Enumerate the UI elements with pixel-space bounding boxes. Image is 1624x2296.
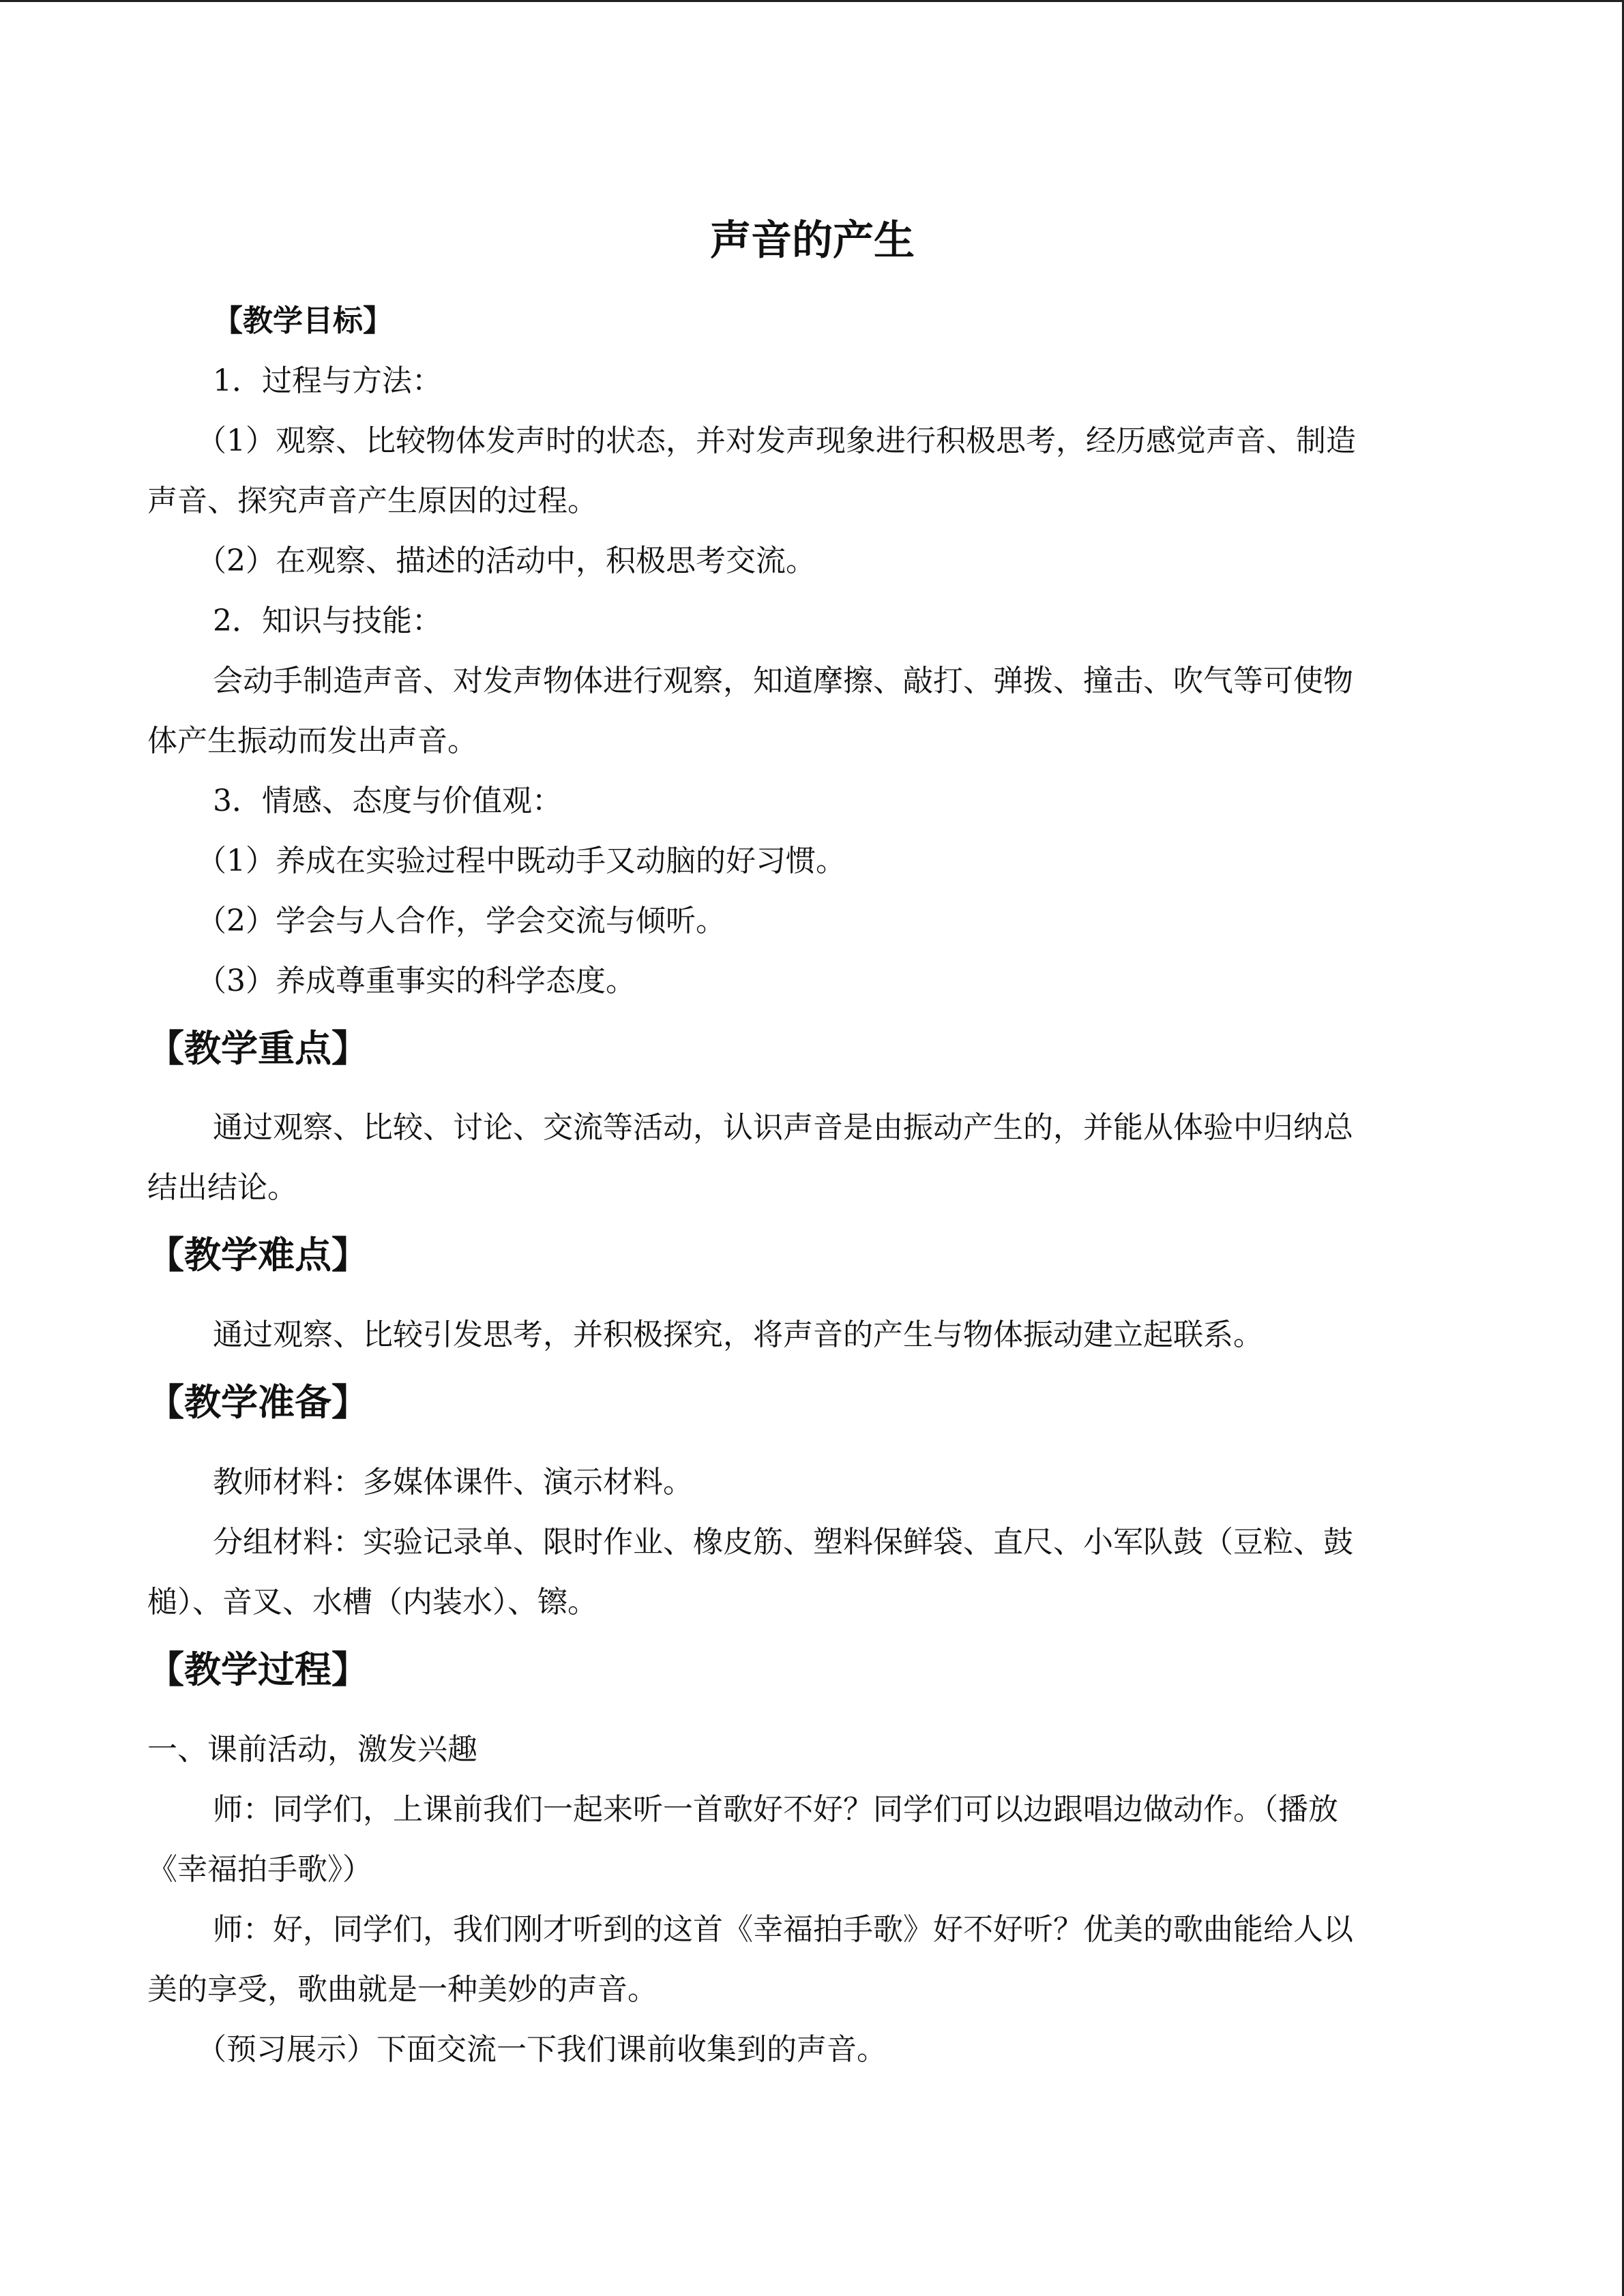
- process-part1-heading: 一、课前活动，激发兴趣: [147, 1732, 477, 1767]
- preparation-group-line1: 分组材料：实验记录单、限时作业、橡皮筋、塑料保鲜袋、直尺、小军队鼓（豆粒、鼓: [213, 1525, 1353, 1560]
- document-title: 声音的产生: [710, 217, 915, 265]
- objectives-s2-p1-line2: 体产生振动而发出声音。: [147, 724, 477, 758]
- preparation-group-line2: 槌）、音叉、水槽（内装水）、镲。: [147, 1585, 597, 1620]
- difficulties-heading: 【教学难点】: [147, 1233, 368, 1277]
- process-p1-line2: 《幸福拍手歌》）: [147, 1852, 372, 1887]
- objectives-heading: 【教学目标】: [213, 303, 393, 338]
- objectives-s1-p2: （2）在观察、描述的活动中，积极思考交流。: [196, 543, 816, 578]
- preparation-teacher: 教师材料：多媒体课件、演示材料。: [213, 1465, 693, 1500]
- key-points-line2: 结出结论。: [147, 1170, 297, 1205]
- objectives-s3-heading: 3．情感、态度与价值观：: [213, 784, 562, 818]
- objectives-s1-heading: 1．过程与方法：: [213, 363, 442, 398]
- process-p2-line1: 师：好，同学们，我们刚才听到的这首《幸福拍手歌》好不好听？优美的歌曲能给人以: [213, 1912, 1353, 1947]
- difficulties-line1: 通过观察、比较引发思考，并积极探究，将声音的产生与物体振动建立起联系。: [213, 1317, 1263, 1352]
- objectives-s3-p3: （3）养成尊重事实的科学态度。: [196, 964, 636, 998]
- objectives-s3-p2: （2）学会与人合作，学会交流与倾听。: [196, 904, 726, 938]
- objectives-s2-p1-line1: 会动手制造声音、对发声物体进行观察，知道摩擦、敲打、弹拨、撞击、吹气等可使物: [213, 664, 1353, 698]
- objectives-s1-p1-line2: 声音、探究声音产生原因的过程。: [147, 483, 597, 518]
- process-p3: （预习展示）下面交流一下我们课前收集到的声音。: [196, 2032, 887, 2067]
- key-points-line1: 通过观察、比较、讨论、交流等活动，认识声音是由振动产生的，并能从体验中归纳总: [213, 1110, 1353, 1145]
- process-p2-line2: 美的享受，歌曲就是一种美妙的声音。: [147, 1972, 658, 2007]
- process-p1-line1: 师：同学们，上课前我们一起来听一首歌好不好？同学们可以边跟唱边做动作。（播放: [213, 1792, 1338, 1827]
- key-points-heading: 【教学重点】: [147, 1026, 368, 1070]
- page-border-top: [0, 0, 1624, 2]
- objectives-s2-heading: 2．知识与技能：: [213, 603, 442, 638]
- preparation-heading: 【教学准备】: [147, 1380, 368, 1424]
- objectives-s3-p1: （1）养成在实验过程中既动手又动脑的好习惯。: [196, 844, 846, 878]
- objectives-s1-p1-line1: （1）观察、比较物体发声时的状态，并对发声现象进行积极思考，经历感觉声音、制造: [196, 423, 1356, 458]
- process-heading: 【教学过程】: [147, 1648, 368, 1691]
